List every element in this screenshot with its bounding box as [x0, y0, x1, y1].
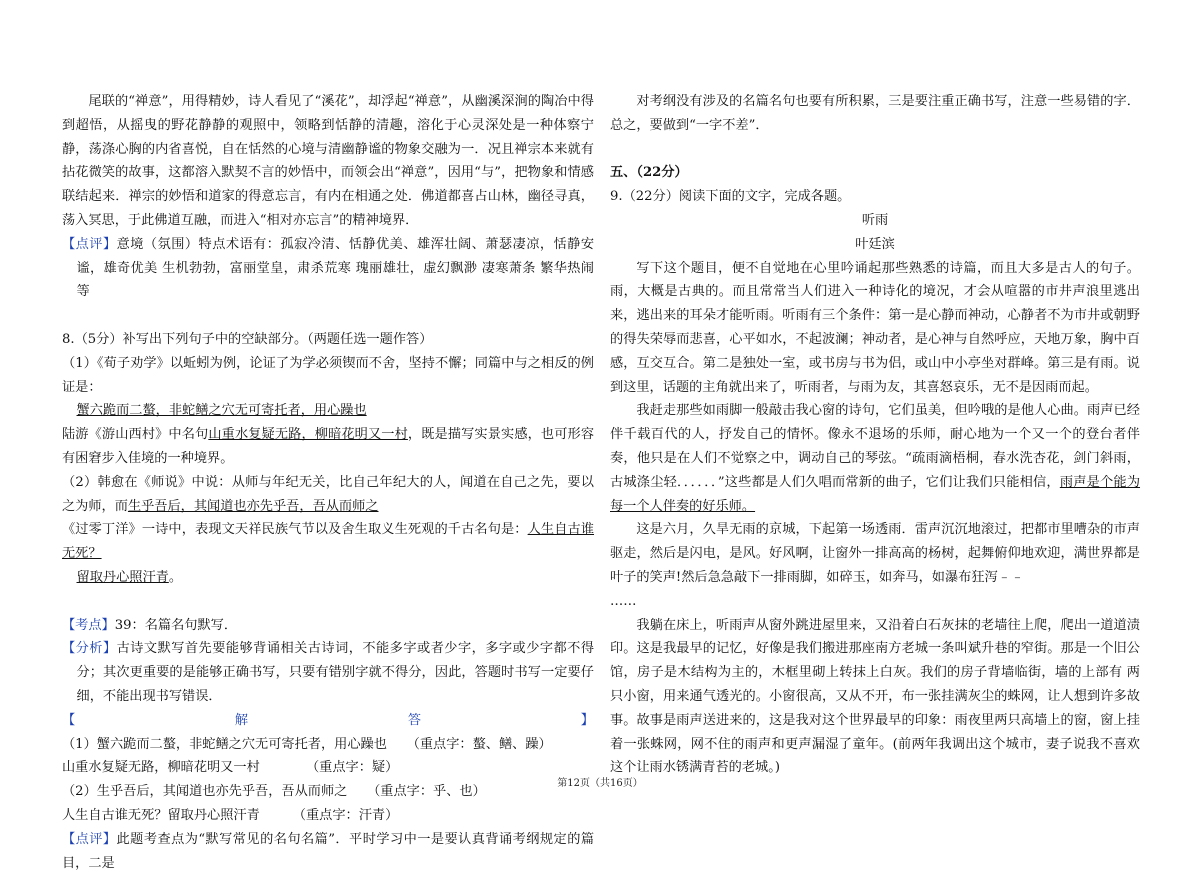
- kaodian-paragraph: [62, 614, 594, 638]
- jieda-line-2: 山重水复疑无路，柳暗花明又一村 （重点字：疑）: [62, 760, 399, 776]
- prompt-text: （2）韩愈在《师说》中说：从师与年纪无关，比自己年纪大的人，闻道在自己之先，要以之为师，而: [62, 474, 594, 514]
- prompt-text: 陆游《游山西村》中名句: [62, 427, 209, 443]
- answer-blank: 生乎吾后，其闻道也亦先乎吾，吾从而师之: [127, 498, 379, 514]
- essay-paragraph-1: 写下这个题目，便不自觉地在心里吟诵起那些熟悉的诗篇，而且大多是古人的句子。雨，大概是古典的。而且常常当人们进入一种诗化的境况，才会从喧嚣的市井声浪里逃出来，逃出来的耳朵才能听雨。听雨有三个条件：第一是心静而神动，心静者不为市井或朝野的得失荣辱而悲喜，心平如水，不起波澜；神动者，是心神与自然呼应，天地万象，胸中百感，互交互合。第二是独处一室，或书房与书为侣，或山中小亭坐对群峰。第三是有雨。说到这里，话题的主角就出来了，听雨者，与雨为友，其喜怒哀乐，无不是因雨而起。: [610, 260, 1140, 395]
- comment2-continuation: 对考纲没有涉及的名篇名句也要有所积累，三是要注重正确书写，注意一些易错的字．总之，要做到“一字不差”．: [610, 94, 1140, 133]
- kaodian-text: 39：名篇名句默写．: [114, 617, 238, 633]
- question-8-part2-prompt: [62, 471, 594, 519]
- page-footer: 第12页（共16页）: [557, 778, 643, 789]
- answer-blank: 蟹六跪而二螯，非蛇鳝之穴无可寄托者，用心躁也: [76, 403, 367, 419]
- section-5-heading: 五、（22分）: [610, 165, 688, 181]
- underlined-sentence: 雨声是个能为每一个人伴奏的好乐师。: [610, 474, 1141, 514]
- jieda-line-4: 人生自古谁无死？留取丹心照汗青 （重点字：汗青）: [62, 807, 399, 823]
- fenxi-tag: 【分析】: [62, 641, 117, 657]
- essay-paragraph-4: 我躺在床上，听雨声从窗外跳进屋里来，又沿着白石灰抹的老墙往上爬，爬出一道道渍印。这是我最早的记忆，好像是我们搬进那座南方老城一条叫斌升巷的窄街。那是一个旧公馆，房子是木结构为主的，木框里砌上转抹上白灰。我们的房子背墙临街，墙的上部有 两只小窗，用来通气透光的。小窗很高，又从不开，布一张挂满灰尘的蛛网，让人想到许多故事。故事是雨声送进来的，这是我对这个世界最早的印象：雨夜里两只高墙上的窗，窗上挂着一张蛛网，网不住的雨声和更声漏湿了童年。(前两年我调出这个城市，妻子说我不喜欢这个让雨水锈满青苔的老城。): [610, 617, 1140, 776]
- question-9-title: 9.（22分）阅读下面的文字，完成各题。: [610, 189, 851, 205]
- question-8-part1-answer1: [62, 399, 594, 423]
- essay-paragraph-3: 这是六月，久旱无雨的京城，下起第一场透雨．雷声沉沉地滚过，把都市里嘈杂的市声驱走，然后是闪电，是风。好风啊，让窗外一排高高的杨树，起舞俯仰地欢迎，满世界都是叶子的笑声!然后急急敲下一排雨脚，如碎玉，如奔马，如瀑布狂泻﹣﹣: [610, 522, 1140, 585]
- ellipsis: ……: [610, 593, 637, 609]
- question-8-part1-sentence2: [62, 423, 594, 471]
- right-column: [610, 90, 1140, 780]
- comment-text: 意境（氛围）特点术语有：孤寂冷清、恬静优美、雄浑壮阔、萧瑟凄凉，恬静安谧，雄奇优美 生机勃勃，富丽堂皇，肃杀荒寒 瑰丽雄壮，虚幻飘渺 凄寒萧条 繁华热闹等: [76, 236, 595, 300]
- essay-author: 叶廷滨: [855, 236, 895, 252]
- essay-text: 我赶走那些如雨脚一般敲击我心窗的诗句，它们虽美，但吟哦的是他人心曲。雨声已经伴千载百代的人，抒发自己的情怀。像永不退场的乐师，耐心地为一个又一个的登台者伴奏，他只是在人们不觉察之中，调动自己的琴弦。“疏雨滴梧桐，春水洗杏花，剑门斜雨，古城涤尘轻．．．．．．”这些都是人们久唱而常新的曲子，它们让我们只能相信，: [610, 403, 1140, 490]
- comment-tag: 【点评】: [62, 831, 117, 847]
- answer-blank: 山重水复疑无路，柳暗花明又一村: [208, 427, 408, 443]
- jieda-tag: 【解答】: [62, 712, 594, 728]
- fenxi-paragraph: [62, 637, 594, 708]
- jieda-text: （1）蟹六跪而二螯，非蛇鳝之穴无可寄托者，用心躁也 （重点字：螯、鳝、躁）: [62, 736, 552, 752]
- answer-blank: 人生自古谁无死？: [62, 522, 595, 562]
- prompt-text: ，既是描写实景实感，也可形容有困窘步入佳境的一种境界。: [62, 427, 595, 466]
- comment-paragraph: [62, 233, 594, 304]
- jieda-line-1: [62, 709, 594, 757]
- jieda-line-3: （2）生乎吾后，其闻道也亦先乎吾，吾从而师之 （重点字：乎、也）: [62, 784, 486, 800]
- answer-blank: 留取丹心照汗青: [76, 569, 169, 585]
- comment-text: 此题考查点为“默写常见的名句名篇”．平时学习中一是要认真背诵考纲规定的篇目，二是: [62, 831, 595, 871]
- kaodian-tag: 【考点】: [62, 617, 115, 633]
- question-8-part1-prompt: （1）《荀子劝学》以蚯蚓为例，论证了为学必须锲而不舍，坚持不懈；同篇中与之相反的例证是：: [62, 355, 594, 395]
- essay-paragraph-2: [610, 399, 1140, 518]
- left-column: [62, 90, 594, 875]
- prompt-text: 。: [168, 569, 183, 585]
- comment-tag: 【点评】: [62, 236, 117, 252]
- comment2-paragraph: [62, 828, 594, 875]
- prompt-text: 《过零丁洋》一诗中，表现文天祥民族气节以及舍生取义生死观的千古名句是：: [62, 522, 528, 538]
- fenxi-text: 古诗文默写首先要能够背诵相关古诗词，不能多字或者少字，多字或少字都不得分；其次更重要的是能够正确书写，只要有错别字就不得分，因此，答题时书写一定要仔细，不能出现书写错误．: [76, 641, 595, 704]
- question-8-part2-sentence2: [62, 518, 594, 566]
- question-8-part2-answer-cont: [62, 566, 594, 590]
- essay-title: 听雨: [861, 212, 889, 228]
- analysis-paragraph: 尾联的“禅意”，用得精妙，诗人看见了“溪花”，却浮起“禅意”，从幽溪深涧的陶冶中得到超悟，从摇曳的野花静静的观照中，领略到恬静的清趣，溶化于心灵深处是一种体察宁静，荡涤心胸的内省喜悦，自在恬然的心境与清幽静谧的物象交融为一．况且禅宗本来就有拈花微笑的故事，这都溶入默契不言的妙悟中，而领会出“禅意”，因用“与”，把物象和情感联结起来．禅宗的妙悟和道家的得意忘言，有内在相通之处．佛道都喜占山林，幽径寻真，荡入冥思，于此佛道互融，而进入“相对亦忘言”的精神境界．: [62, 94, 594, 228]
- question-8-title: 8.（5分）补写出下列句子中的空缺部分。（两题任选一题作答）: [62, 331, 433, 347]
